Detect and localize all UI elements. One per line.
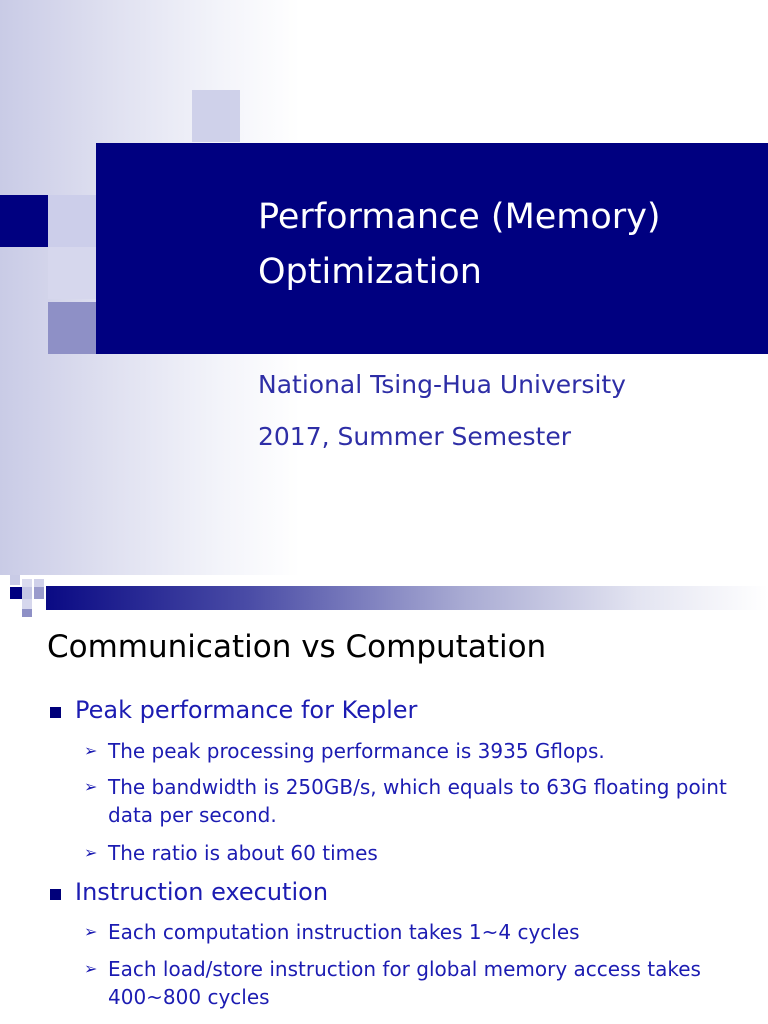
decor-square (22, 599, 32, 609)
sub-bullet-text: The bandwidth is 250GB/s, which equals to 63G floating point data per second. (108, 775, 727, 827)
arrow-bullet-icon: ➢ (84, 922, 98, 941)
decor-square (48, 247, 96, 299)
title-line-2: Optimization (258, 252, 482, 292)
slide-heading: Communication vs Computation (47, 629, 547, 665)
arrow-bullet-icon: ➢ (84, 843, 98, 862)
title-line-1: Performance (Memory) (258, 197, 661, 237)
decor-square (48, 195, 96, 247)
decor-square (34, 579, 44, 587)
sub-bullet-text: Each load/store instruction for global memory access takes 400~800 cycles (108, 957, 701, 1009)
square-bullet-icon (50, 889, 61, 900)
subtitle-semester: 2017, Summer Semester (258, 422, 572, 451)
arrow-bullet-icon: ➢ (84, 959, 98, 978)
content-slide (0, 575, 768, 1024)
gradient-bar (46, 586, 768, 610)
bullet-text: Peak performance for Kepler (75, 696, 418, 724)
arrow-bullet-icon: ➢ (84, 741, 98, 760)
decor-square (22, 587, 32, 599)
subtitle-university: National Tsing-Hua University (258, 370, 626, 399)
accent-block (0, 195, 48, 247)
sub-bullet-text: The peak processing performance is 3935 Gflops. (108, 739, 605, 763)
slide-title (258, 190, 758, 300)
square-bullet-icon (50, 707, 61, 718)
decor-square (34, 587, 44, 599)
decor-square (22, 609, 32, 617)
sub-bullet-text: The ratio is about 60 times (108, 841, 378, 865)
decor-square (22, 579, 32, 587)
sub-bullet-text: Each computation instruction takes 1~4 cycles (108, 920, 580, 944)
bullet-text: Instruction execution (75, 878, 329, 906)
decor-square (192, 90, 240, 142)
decor-square (10, 587, 22, 599)
decor-square (10, 575, 20, 585)
decor-square (48, 302, 96, 354)
arrow-bullet-icon: ➢ (84, 777, 98, 796)
